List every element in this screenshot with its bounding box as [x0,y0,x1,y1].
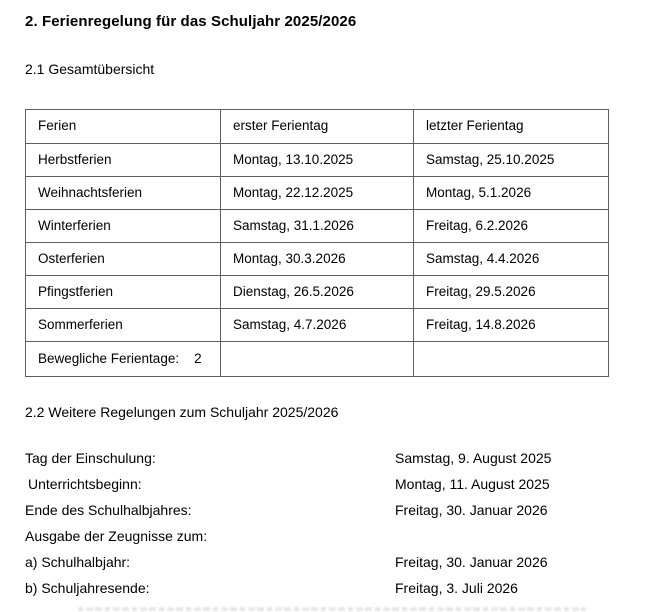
cell-last-day: Montag, 5.1.2026 [414,177,609,210]
cell-first-day: Samstag, 31.1.2026 [221,210,414,243]
table-row [26,144,609,177]
cell-first-day: Montag, 22.12.2025 [221,177,414,210]
detail-row-report-half-year [25,549,641,575]
table-row [26,243,609,276]
holiday-schedule-table [25,109,609,377]
cell-first-day: Montag, 13.10.2025 [221,144,414,177]
cell-holiday-name: Winterferien [26,210,221,243]
detail-row-lessons-begin [25,471,641,497]
detail-label: b) Schuljahresende: [25,580,150,596]
detail-label: Ende des Schulhalbjahres: [25,502,192,518]
cell-holiday-name: Pfingstferien [26,276,221,309]
detail-value: Freitag, 30. Januar 2026 [395,502,548,518]
detail-row-report-cards-heading [25,523,641,549]
detail-row-school-year-end [25,575,641,601]
table-row [26,177,609,210]
cell-holiday-name: Herbstferien [26,144,221,177]
subsection-overview-heading: 2.1 Gesamtübersicht [25,61,155,77]
flexible-days-label: Bewegliche Ferientage: [38,350,180,366]
detail-value: Montag, 11. August 2025 [395,476,550,492]
detail-label: Ausgabe der Zeugnisse zum: [25,528,208,544]
cell-first-day: Dienstag, 26.5.2026 [221,276,414,309]
section-heading: 2. Ferienregelung für das Schuljahr 2025/2026 [25,13,357,30]
detail-label: a) Schulhalbjahr: [25,554,131,570]
cut-off-text-line [78,607,586,611]
cell-first-day: Samstag, 4.7.2026 [221,309,414,342]
column-header-first-day: erster Ferientag [221,110,414,144]
cell-last-day: Freitag, 29.5.2026 [414,276,609,309]
table-row [26,210,609,243]
detail-label: Tag der Einschulung: [25,450,156,466]
detail-label: Unterrichtsbeginn: [28,476,142,492]
cell-last-day: Freitag, 14.8.2026 [414,309,609,342]
table-row [26,309,609,342]
cell-last-day: Samstag, 25.10.2025 [414,144,609,177]
regulations-list [25,445,641,601]
detail-value: Samstag, 9. August 2025 [395,450,552,466]
column-header-ferien: Ferien [26,110,221,144]
flexible-days-count: 2 [194,350,202,366]
detail-row-half-year-end [25,497,641,523]
cell-empty [414,342,609,377]
table-row [26,276,609,309]
cell-last-day: Freitag, 6.2.2026 [414,210,609,243]
detail-row-enrollment-day [25,445,641,471]
cell-flexible-days [26,342,221,377]
cell-holiday-name: Osterferien [26,243,221,276]
cell-empty [221,342,414,377]
table-row-flexible-days [26,342,609,377]
detail-value: Freitag, 30. Januar 2026 [395,554,548,570]
subsection-regulations-heading: 2.2 Weitere Regelungen zum Schuljahr 2025/2026 [25,404,339,420]
cell-holiday-name: Weihnachtsferien [26,177,221,210]
cell-last-day: Samstag, 4.4.2026 [414,243,609,276]
detail-value [395,523,641,549]
cell-holiday-name: Sommerferien [26,309,221,342]
detail-value: Freitag, 3. Juli 2026 [395,580,518,596]
cell-first-day: Montag, 30.3.2026 [221,243,414,276]
table-header-row [26,110,609,144]
column-header-last-day: letzter Ferientag [414,110,609,144]
